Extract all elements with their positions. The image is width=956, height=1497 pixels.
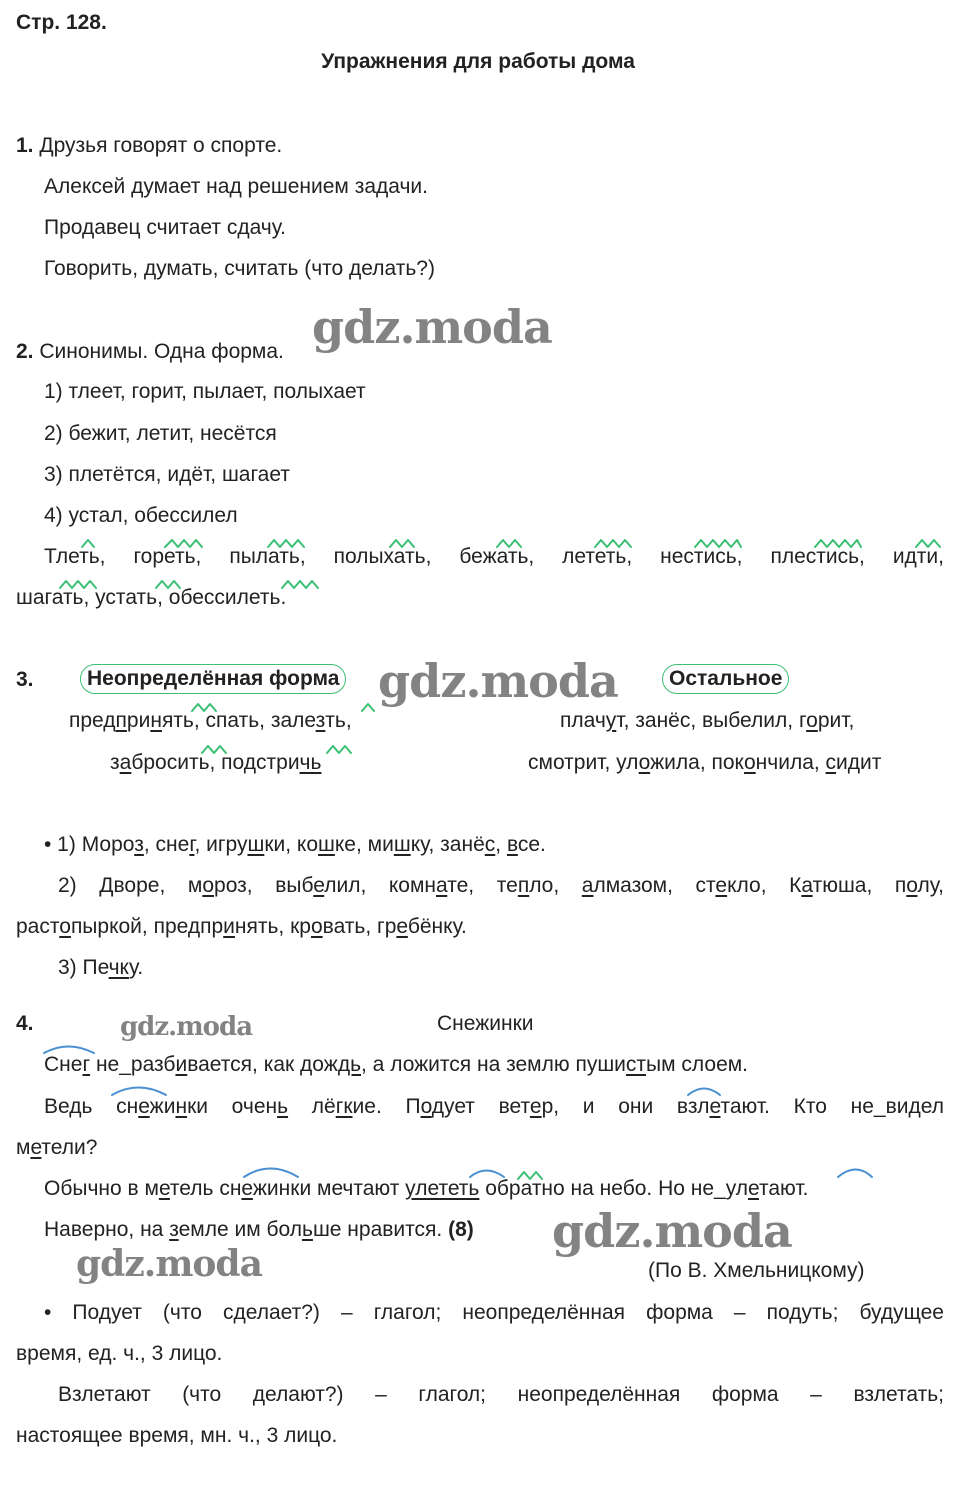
ex3-left-line-1: предпринять, спать, залезть, bbox=[69, 709, 352, 732]
ex3-bullet-2: 2) Дворе, мороз, выбелил, комнате, тепло, алмазом, стекло, Катюша, полу, bbox=[58, 874, 944, 897]
suffix-mark bbox=[362, 704, 374, 711]
ex4-sentence-3: Обычно в метель снежинки мечтают улететь обратно на небо. Но не_улетают. bbox=[44, 1177, 809, 1200]
ex2-item-3: 3) плетётся, идёт, шагает bbox=[44, 463, 290, 486]
ex4-parse-2: Взлетают (что делают?) – глагол; неопределённая форма – взлетать; bbox=[58, 1383, 944, 1406]
ex4-author: (По В. Хмельницкому) bbox=[648, 1259, 865, 1282]
ex3-bullet-2-cont: растопыркой, предпринять, кровать, гребёнку. bbox=[16, 915, 467, 938]
ex1-line-2: Алексей думает над решением задачи. bbox=[44, 175, 428, 198]
watermark: gdz.moda bbox=[76, 1243, 262, 1285]
ex4-parse-2-cont: настоящее время, мн. ч., 3 лицо. bbox=[16, 1424, 338, 1447]
ex1-number: 1. bbox=[16, 134, 34, 157]
ex4-parse-1-cont: время, ед. ч., 3 лицо. bbox=[16, 1342, 223, 1365]
watermark: gdz.moda bbox=[312, 300, 552, 354]
sentence-count: (8) bbox=[448, 1218, 474, 1241]
ex2-number: 2. bbox=[16, 340, 34, 363]
ex3-bullet-3: 3) Печку. bbox=[58, 956, 144, 979]
ex2-verbs-line-2: шагать, устать, обессилеть. bbox=[16, 586, 287, 609]
ex1-line-3: Продавец считает сдачу. bbox=[44, 216, 286, 239]
ex3-bullet-1: • 1) Мороз, снег, игрушки, кошке, мишку, занёс, все. bbox=[44, 833, 546, 856]
watermark: gdz.moda bbox=[378, 654, 618, 708]
ex2-verbs-line-1: Тлеть, гореть, пылать, полыхать, бежать, лететь, нестись, плестись, идти, bbox=[44, 545, 944, 568]
ex3-right-line-2: смотрит, уложила, покончила, сидит bbox=[528, 751, 882, 774]
ex4-sentence-1: Снег не_разбивается, как дождь, а ложится на землю пушистым слоем. bbox=[44, 1053, 749, 1076]
ex2-item-2: 2) бежит, летит, несётся bbox=[44, 422, 277, 445]
watermark: gdz.moda bbox=[552, 1204, 792, 1258]
ex2-intro: 2. Синонимы. Одна форма. bbox=[16, 340, 284, 363]
ex4-sentence-2-cont: метели? bbox=[16, 1136, 98, 1159]
ex3-left-line-2: забросить, подстричь bbox=[110, 751, 322, 774]
ex3-right-heading: Остальное bbox=[662, 664, 789, 694]
ex1-line-1: 1. Друзья говорят о спорте. bbox=[16, 134, 283, 157]
ex2-item-4: 4) устал, обессилел bbox=[44, 504, 238, 527]
ex4-parse-1: • Подует (что сделает?) – глагол; неопределённая форма – подуть; будущее bbox=[44, 1301, 944, 1324]
suffix-mark bbox=[327, 746, 351, 753]
ex4-title: Снежинки bbox=[437, 1012, 534, 1035]
page-title: Упражнения для работы дома bbox=[321, 50, 635, 73]
ex3-right-line-1: плачут, занёс, выбелил, горит, bbox=[560, 709, 855, 732]
ex4-sentence-4: Наверно, на земле им больше нравится. (8) bbox=[44, 1218, 474, 1241]
watermark: gdz.moda bbox=[120, 1012, 253, 1042]
ex4-number: 4. bbox=[16, 1012, 34, 1035]
ex2-item-1: 1) тлеет, горит, пылает, полыхает bbox=[44, 380, 366, 403]
ex3-number: 3. bbox=[16, 668, 34, 691]
root-arc bbox=[838, 1170, 872, 1178]
ex3-left-heading: Неопределённая форма bbox=[80, 664, 346, 694]
ex4-sentence-2: Ведь снежинки очень лёгкие. Подует ветер, и они взлетают. Кто не_видел bbox=[44, 1095, 944, 1118]
ex1-line-4: Говорить, думать, считать (что делать?) bbox=[44, 257, 435, 280]
page-reference: Стр. 128. bbox=[16, 11, 107, 34]
